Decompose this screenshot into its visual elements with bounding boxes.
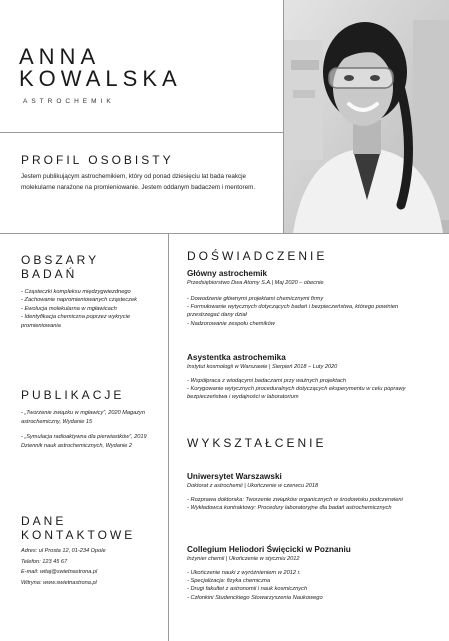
list-item: - Drugi fakultet z astronomii i nauk kosmicznych <box>187 586 308 593</box>
areas-list <box>21 288 161 330</box>
list-item: - Wykładowca kontraktowy: Procedury laboratoryjne dla badań astrochemicznych <box>187 505 392 511</box>
header-divider <box>0 132 283 133</box>
profile-photo <box>283 0 449 233</box>
job-entry <box>187 268 432 328</box>
areas-title-line2: BADAŃ <box>21 267 78 281</box>
contact-phone: Telefon: 123 45 67 <box>21 558 68 565</box>
areas-title-line1: OBSZARY <box>21 253 100 267</box>
job-duties <box>187 295 432 329</box>
column-divider <box>168 233 169 641</box>
name-heading <box>19 46 182 90</box>
experience-title: DOŚWIADCZENIE <box>187 249 328 263</box>
job-meta: Przedsiębiorstwo Dwa Atomy S.A.| Maj 2020 – obecnie <box>187 280 324 286</box>
list-item: - Zachowanie napromieniowanych cząsteczek <box>21 297 138 304</box>
school-details <box>187 569 432 603</box>
contact-details <box>21 546 161 588</box>
list-item: - Cząsteczki kompleksu międzygwiezdnego <box>21 289 131 295</box>
job-role: ASTROCHEMIK <box>23 98 115 105</box>
contact-title <box>21 514 135 542</box>
publications-title: PUBLIKACJE <box>21 388 125 402</box>
publication-item: - „Tworzenie związku w mgławicy”, 2020 Magazyn astrochemiczny, Wydanie 15 <box>21 410 145 425</box>
job-title: Asystentka astrochemika <box>187 353 286 362</box>
list-item: - Współpraca z wiodącymi badaczami przy ważnych projektach <box>187 377 346 384</box>
education-entry <box>187 544 432 602</box>
list-item: - Nadzorowanie zespołu chemików <box>187 320 275 327</box>
profile-text: Jestem publikującym astrochemikiem, który od ponad dziesięciu lat bada reakcje molekularne narażone na promieniowanie. Jestem oddanym badaczem i mentorem. <box>21 173 256 191</box>
contact-website[interactable]: Witryna: www.swietnastrona.pl <box>21 579 97 586</box>
areas-title <box>21 253 99 281</box>
photo-divider <box>283 0 284 233</box>
school-meta: Inżynier chemii | Ukończenie w styczniu 2012 <box>187 556 300 562</box>
job-meta: Instytut kosmologii w Warszawie | Sierpień 2018 – Luty 2020 <box>187 364 338 370</box>
list-item: - Korygowanie wytycznych proceduralnych dotyczących eksperymentu w celu poprawy bezpieczeństwa i wydajności w laboratorium <box>187 386 406 401</box>
list-item: - Dowodzenie głównymi projektami chemicznymi firmy <box>187 295 324 302</box>
list-item: - Specjalizacja: fizyka chemiczna <box>187 578 271 584</box>
portrait-illustration <box>283 0 449 233</box>
contact-title-line1: DANE <box>21 514 67 528</box>
school-name: Collegium Heliodori Święcicki w Poznaniu <box>187 545 351 554</box>
contact-address: Adres: ul Prosta 12, 01-234 Opole <box>21 548 106 554</box>
education-entry <box>187 471 432 512</box>
contact-email[interactable]: E-mail: witaj@swietnastrona.pl <box>21 569 98 575</box>
education-title: WYKSZTAŁCENIE <box>187 436 327 450</box>
first-name: ANNA <box>19 44 101 69</box>
list-item: - Rozprawa doktorska: Tworzenie związków organicznych w środowisku podczerwieni <box>187 496 403 503</box>
publication-item: - „Symulacja radioaktywna dla pierwiastków”, 2019 Dziennik nauk astrochemicznych, Wydanie 2 <box>21 434 147 449</box>
job-title: Główny astrochemik <box>187 269 268 278</box>
list-item: - Ewolucja molekularna w mgławicach <box>21 305 117 312</box>
last-name: KOWALSKA <box>19 66 182 91</box>
school-details <box>187 496 432 513</box>
school-meta: Doktorat z astrochemii | Ukończenie w czerwcu 2018 <box>187 483 319 489</box>
job-duties <box>187 377 432 402</box>
publications-list <box>21 409 161 450</box>
list-item: - Formułowanie wytycznych dotyczących badań i bezpieczeństwa, którego powinien przestrzegać dany dział <box>187 304 399 319</box>
profile-divider <box>0 233 449 234</box>
list-item: - Ukończenie nauki z wyróżnieniem w 2012 r. <box>187 569 301 576</box>
profile-title: PROFIL OSOBISTY <box>21 153 174 167</box>
school-name: Uniwersytet Warszawski <box>187 472 282 481</box>
contact-title-line2: KONTAKTOWE <box>21 528 136 542</box>
list-item: - Członkini Studenckiego Stowarzyszenia Naukowego <box>187 594 323 601</box>
list-item: - Identyfikacja chemiczna poprzez wykrycie promieniowania <box>21 314 131 329</box>
job-entry <box>187 352 432 402</box>
